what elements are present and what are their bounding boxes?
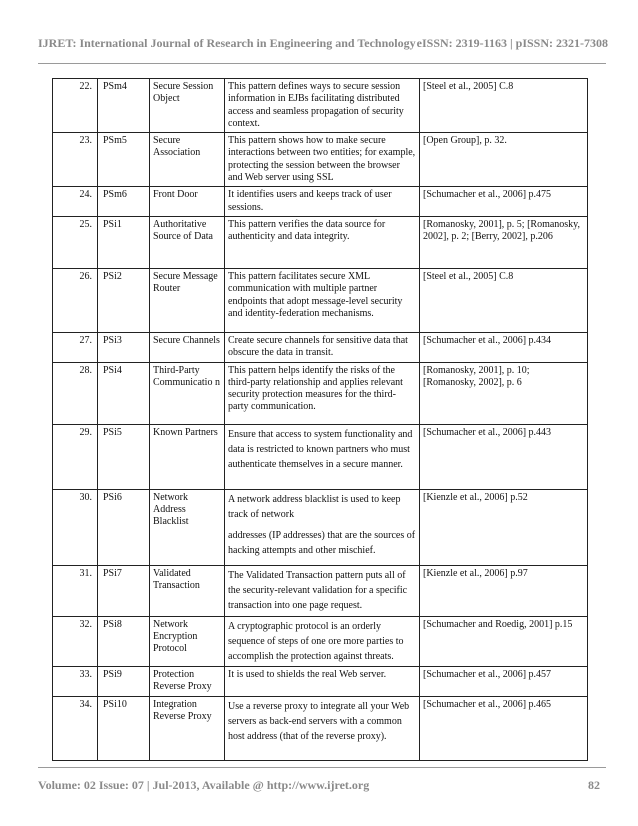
row-number: 28. [53,362,98,424]
table-row [53,424,588,489]
pattern-code: PSm5 [98,133,150,187]
pattern-name: Secure Channels [150,332,225,362]
footer-rule [38,767,606,768]
security-patterns-table [52,78,588,761]
pattern-reference: [Kienzle et al., 2006] p.97 [420,565,588,616]
pattern-code: PSi9 [98,666,150,696]
pattern-reference: [Schumacher et al., 2006] p.443 [420,424,588,489]
pattern-description: A cryptographic protocol is an orderly sequence of steps of one ore more parties to accomplish the protection against threats. [225,616,420,666]
pattern-description: Ensure that access to system functionality and data is restricted to known partners who must authenticate themselves in a secure manner. [225,424,420,489]
pattern-description: This pattern helps identify the risks of the third-party relationship and applies relevant security protection measures for the third-party communication. [225,362,420,424]
pattern-name: Validated Transaction [150,565,225,616]
row-number: 26. [53,268,98,332]
pattern-code: PSm4 [98,79,150,133]
page-header [0,36,638,54]
pattern-name: Authoritative Source of Data [150,216,225,268]
row-number: 33. [53,666,98,696]
pattern-code: PSm6 [98,187,150,217]
pattern-reference: [Steel et al., 2005] C.8 [420,268,588,332]
page-number: 82 [588,778,600,792]
pattern-description: This pattern verifies the data source for authenticity and data integrity. [225,216,420,268]
pattern-code: PSi4 [98,362,150,424]
table-row [53,696,588,760]
row-number: 31. [53,565,98,616]
pattern-reference: [Romanosky, 2001], p. 5; [Romanosky, 2002], p. 2; [Berry, 2002], p.206 [420,216,588,268]
table-row [53,616,588,666]
pattern-description: It is used to shields the real Web server. [225,666,420,696]
page-footer [0,778,638,794]
pattern-name: Known Partners [150,424,225,489]
pattern-name: Integration Reverse Proxy [150,696,225,760]
pattern-reference: [Schumacher et al., 2006] p.457 [420,666,588,696]
pattern-code: PSi3 [98,332,150,362]
pattern-description: It identifies users and keeps track of user sessions. [225,187,420,217]
table-row [53,79,588,133]
pattern-code: PSi8 [98,616,150,666]
table-row [53,187,588,217]
row-number: 23. [53,133,98,187]
pattern-description: The Validated Transaction pattern puts all of the security-relevant validation for a specific transaction into one page request. [225,565,420,616]
pattern-name: Third-Party Communicatio n [150,362,225,424]
pattern-reference: [Romanosky, 2001], p. 10; [Romanosky, 2002], p. 6 [420,362,588,424]
pattern-name: Protection Reverse Proxy [150,666,225,696]
header-rule [38,63,606,64]
pattern-reference: [Kienzle et al., 2006] p.52 [420,489,588,565]
journal-title: IJRET: International Journal of Research in Engineering and Technology [38,36,416,50]
description-part-2: addresses (IP addresses) that are the sources of hacking attempts and other mischief. [228,529,416,556]
table-row [53,268,588,332]
pattern-name: Secure Session Object [150,79,225,133]
table-row [53,216,588,268]
pattern-description: Use a reverse proxy to integrate all your Web servers as back-end servers with a common host address (that of the reverse proxy). [225,696,420,760]
row-number: 24. [53,187,98,217]
table-row [53,133,588,187]
row-number: 25. [53,216,98,268]
pattern-reference: [Steel et al., 2005] C.8 [420,79,588,133]
row-number: 32. [53,616,98,666]
pattern-description [225,489,420,565]
pattern-code: PSi6 [98,489,150,565]
pattern-description: Create secure channels for sensitive data that obscure the data in transit. [225,332,420,362]
pattern-name: Network Address Blacklist [150,489,225,565]
pattern-name: Secure Association [150,133,225,187]
pattern-reference: [Schumacher and Roedig, 2001] p.15 [420,616,588,666]
row-number: 30. [53,489,98,565]
pattern-description: This pattern defines ways to secure session information in EJBs facilitating distributed access and seamless propagation of security context. [225,79,420,133]
pattern-description: This pattern shows how to make secure interactions between two entities; for example, protecting the session between the browser and Web server using SSL [225,133,420,187]
row-number: 34. [53,696,98,760]
issue-info: Volume: 02 Issue: 07 | Jul-2013, Available @ http://www.ijret.org [38,778,370,792]
row-number: 29. [53,424,98,489]
pattern-description: This pattern facilitates secure XML communication with multiple partner endpoints that adopt message-level security and identity-federation mechanisms. [225,268,420,332]
journal-issn: eISSN: 2319-1163 | pISSN: 2321-7308 [416,36,608,50]
pattern-code: PSi1 [98,216,150,268]
pattern-reference: [Schumacher et al., 2006] p.434 [420,332,588,362]
table-row [53,666,588,696]
row-number: 27. [53,332,98,362]
pattern-code: PSi7 [98,565,150,616]
pattern-name: Network Encryption Protocol [150,616,225,666]
pattern-code: PSi10 [98,696,150,760]
pattern-code: PSi5 [98,424,150,489]
pattern-reference: [Schumacher et al., 2006] p.465 [420,696,588,760]
pattern-name: Secure Message Router [150,268,225,332]
row-number: 22. [53,79,98,133]
pattern-code: PSi2 [98,268,150,332]
table-row [53,362,588,424]
table-row [53,332,588,362]
pattern-reference: [Open Group], p. 32. [420,133,588,187]
description-part-1: A network address blacklist is used to keep track of network [228,493,401,520]
table-row [53,489,588,565]
table-row [53,565,588,616]
pattern-name: Front Door [150,187,225,217]
pattern-reference: [Schumacher et al., 2006] p.475 [420,187,588,217]
